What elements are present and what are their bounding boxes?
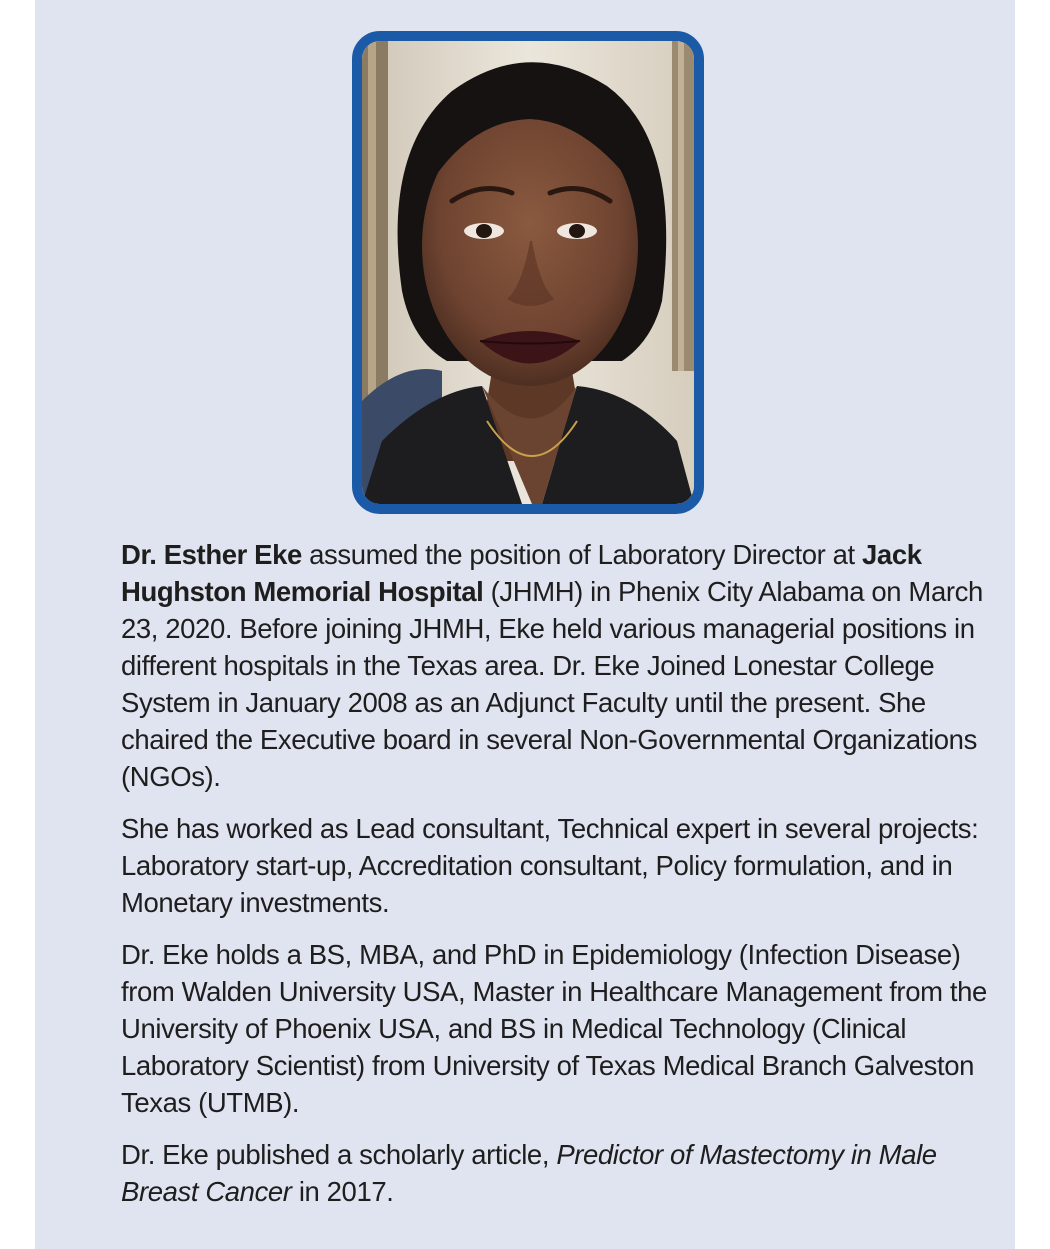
bio-paragraph-publication [121, 1136, 1011, 1210]
bio-intro-text-b: (JHMH) in Phenix City Alabama on March 23, 2020. Before joining JHMH, Eke held various managerial positions in different hospitals in the Texas area. Dr. Eke Joined Lonestar College System in January 2008 as an Adjunct Faculty until the present. She chaired the Executive board in several Non-Governmental Organizations (NGOs). [121, 576, 983, 792]
bio-paragraph-intro [121, 536, 1011, 795]
bio-text [121, 536, 1011, 1225]
person-name: Dr. Esther Eke [121, 539, 302, 570]
bio-intro-text-a: assumed the position of Laboratory Director at [301, 539, 863, 570]
bio-panel [35, 0, 1015, 1249]
bio-paragraph-education: Dr. Eke holds a BS, MBA, and PhD in Epidemiology (Infection Disease) from Walden University USA, Master in Healthcare Management from the University of Phoenix USA, and BS in Medical Technology (Clinical Laboratory Scientist) from University of Texas Medical Branch Galveston Texas (UTMB). [121, 939, 987, 1118]
publication-text-a: Dr. Eke published a scholarly article, [121, 1139, 557, 1170]
portrait-illustration [362, 41, 694, 504]
article-title: Predictor of Mastectomy in Male Breast Cancer [121, 1139, 937, 1207]
publication-text-b: in 2017. [291, 1176, 394, 1207]
bio-paragraph-experience: She has worked as Lead consultant, Technical expert in several projects: Laboratory start-up, Accreditation consultant, Policy formulation, and in Monetary investments. [121, 813, 979, 918]
hospital-name: Jack Hughston Memorial Hospital [121, 539, 922, 607]
portrait-photo [352, 31, 704, 514]
